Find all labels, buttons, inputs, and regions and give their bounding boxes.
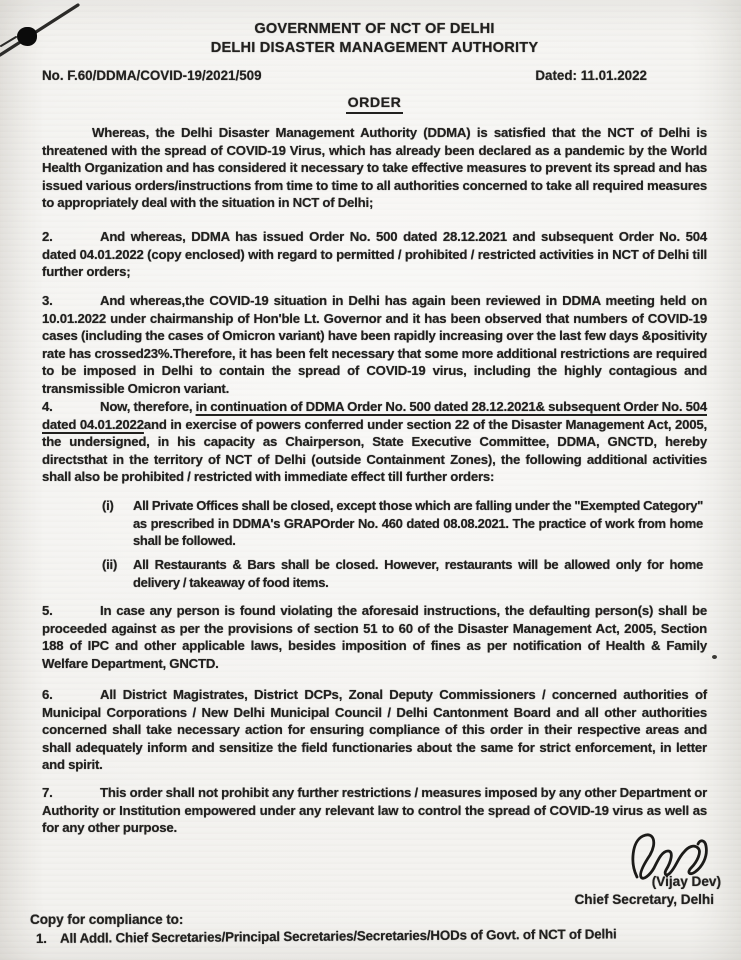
paragraph-6 <box>42 686 707 774</box>
government-title: GOVERNMENT OF NCT OF DELHI <box>254 21 495 37</box>
paragraph-number: 6. <box>42 687 53 702</box>
subitem-number: (ii) <box>102 557 118 572</box>
paragraph-5 <box>42 602 707 672</box>
compliance-item <box>36 926 701 946</box>
subitem-number: (i) <box>102 498 114 513</box>
paragraph-text: This order shall not prohibit any further restrictions / measures imposed by any other Department or Authority or Institution empowered under any relevant law to control the spread of COVID-19 virus as well as for any other purpose. <box>42 785 707 836</box>
compliance-item-number: 1. <box>35 930 47 946</box>
paragraph-text: And whereas,the COVID-19 situation in Delhi has again been reviewed in DDMA meeting held on 10.01.2022 under chairmanship of Hon'ble Lt. Governor and it has been observed that numbers of COVID-19 cases (including the cases of Omicron variant) have been rapidly increasing over the last few days &positivity rate has crossed23%.Therefore, it has been felt necessary that some more additional restrictions are required to be imposed in Delhi to contain the spread of COVID-19 virus, including the highly contagious and transmissible Omicron variant. <box>42 293 707 396</box>
subitem-text: All Restaurants & Bars shall be closed. However, restaurants will be allowed only for home delivery / takeaway of food items. <box>133 557 703 590</box>
copy-compliance-heading: Copy for compliance to: <box>30 912 184 927</box>
document-date: Dated: 11.01.2022 <box>535 68 647 83</box>
signatory-name: (Vijay Dev) <box>651 874 721 889</box>
paragraph-number: 3. <box>42 293 53 308</box>
reference-number: No. F.60/DDMA/COVID-19/2021/509 <box>42 68 262 83</box>
order-title: ORDER <box>42 94 707 114</box>
paragraph-text: In case any person is found violating the aforesaid instructions, the defaulting person(s) shall be proceeded against as per the provisions of section 51 to 60 of the Disaster Management Act, 2005, Section 188 of IPC and other applicable laws, besides imposition of fines as per notification of Health & Family Welfare Department, GNCTD. <box>42 603 707 671</box>
paragraph-7 <box>42 784 707 837</box>
paragraph-number: 4. <box>42 399 53 414</box>
stray-dot-artifact <box>712 655 717 659</box>
subitem-ii <box>102 556 703 591</box>
paragraph-2 <box>42 228 707 281</box>
paragraph-number: 5. <box>42 603 53 618</box>
paragraph-text: And whereas, DDMA has issued Order No. 500 dated 28.12.2021 and subsequent Order No. 504 dated 04.01.2022 (copy enclosed) with regard to permitted / prohibited / restricted activities in NCT of Delhi till further orders; <box>42 229 707 280</box>
reference-row <box>42 68 707 83</box>
paragraph-text: Whereas, the Delhi Disaster Management Authority (DDMA) is satisfied that the NCT of Delhi is threatened with the spread of COVID-19 Virus, which has already been declared as a pandemic by the World Health Organization and has considered it necessary to take effective measures to prevent its spread and has issued various orders/instructions from time to time to all authorities concerned to take all required measures to appropriately deal with the situation in NCT of Delhi; <box>42 125 707 211</box>
paragraph-4 <box>42 398 707 486</box>
subitem-i <box>102 497 703 550</box>
paragraph-number: 7. <box>42 785 53 800</box>
authority-title: DELHI DISASTER MANAGEMENT AUTHORITY <box>210 39 539 56</box>
paragraph-text-underlined: in continuation of DDMA Order No. 500 dated 28.12.2021& subsequent Order No. 504 dated 04.01.2022 <box>42 399 707 432</box>
paragraph-3 <box>42 292 707 398</box>
signatory-designation: Chief Secretary, Delhi <box>574 892 714 907</box>
paragraph-text-pre: Now, therefore, <box>100 399 196 414</box>
ink-dot-artifact <box>17 27 37 46</box>
subitem-text: All Private Offices shall be closed, except those which are falling under the "Exempted Category" as prescribed in DDMA's GRAPOrder No. 460 dated 08.08.2021. The practice of work from home shall be followed. <box>133 498 703 549</box>
paragraph-number: 2. <box>42 229 53 244</box>
paragraph-text-post: and in exercise of powers conferred under section 22 of the Disaster Management Act, 2005, the undersigned, in his capacity as Chairperson, State Executive Committee, DDMA, GNCTD, hereby directsthat in the territory of NCT of Delhi (outside Containment Zones), the following additional activities shall also be prohibited / restricted with immediate effect till further orders: <box>42 416 708 485</box>
compliance-item-text: All Addl. Chief Secretaries/Principal Secretaries/Secretaries/HODs of Govt. of NCT of Delhi <box>59 926 617 946</box>
letterhead <box>42 20 707 57</box>
paragraph-preamble <box>42 124 707 212</box>
paragraph-text: All District Magistrates, District DCPs, Zonal Deputy Commissioners / concerned authorities of Municipal Corporations / New Delhi Municipal Council / Delhi Cantonment Board and all other authorities concerned shall take necessary action for ensuring compliance of this order in their respective areas and shall adequately inform and sensitize the field functionaries about the same for strict enforcement, in letter and spirit. <box>42 687 707 773</box>
